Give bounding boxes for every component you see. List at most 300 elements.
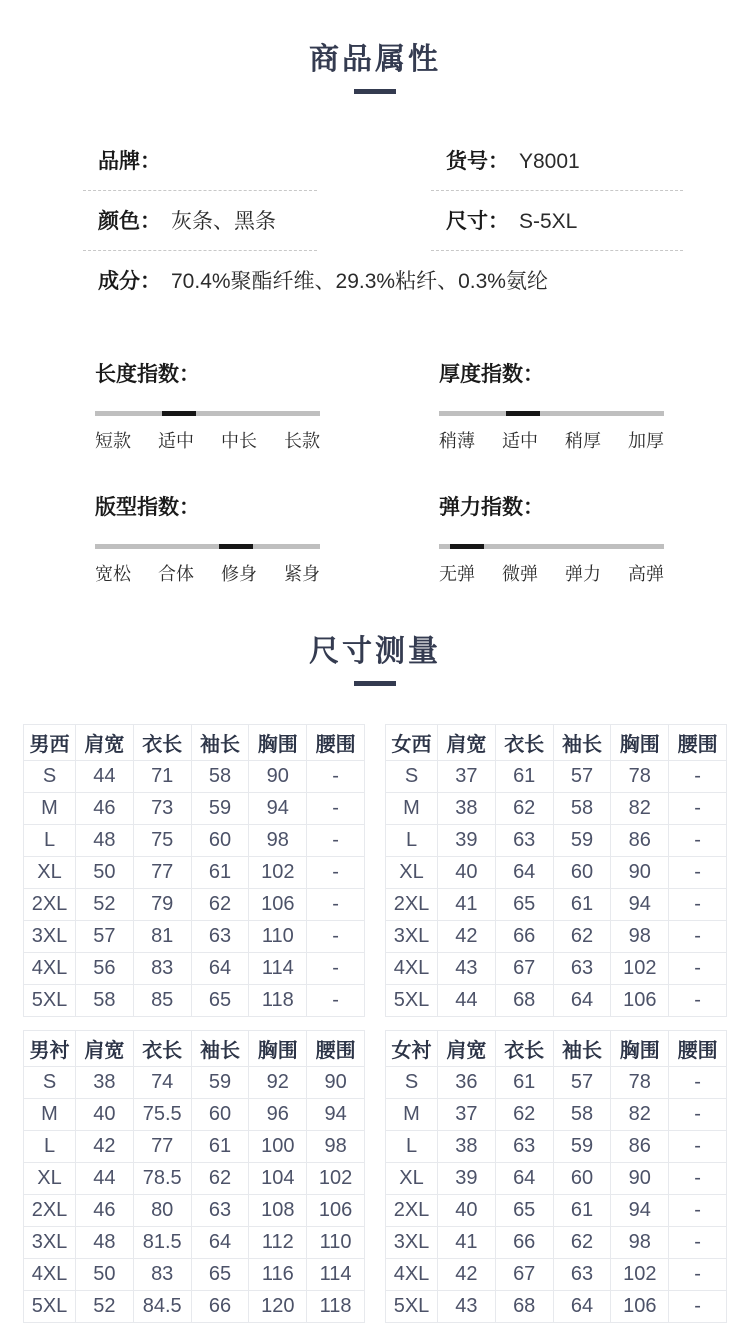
- size-table-cell: 94: [611, 889, 669, 921]
- size-table-cell: 38: [438, 1131, 496, 1163]
- attr-brand-label: 品牌：: [98, 150, 161, 173]
- size-table-cell: XL: [24, 1163, 76, 1195]
- size-tables: [23, 724, 727, 1323]
- size-table-cell: -: [669, 1195, 727, 1227]
- size-table-row: [386, 857, 727, 889]
- size-table-cell: -: [307, 761, 365, 793]
- attr-brand: [83, 131, 317, 191]
- size-table-cell: 56: [76, 953, 134, 985]
- size-table-header-cell: 肩宽: [76, 725, 134, 761]
- size-table-cell: 108: [249, 1195, 307, 1227]
- fit-index-slider: [95, 491, 320, 586]
- index-option-labels: [439, 427, 664, 453]
- size-table-row: [386, 1259, 727, 1291]
- size-table-cell: 62: [553, 921, 611, 953]
- size-table-cell: 60: [191, 825, 249, 857]
- size-table-cell: 112: [249, 1227, 307, 1259]
- size-table-header-cell: 腰围: [307, 725, 365, 761]
- size-table-cell: 106: [611, 985, 669, 1017]
- size-table-cell: 71: [133, 761, 191, 793]
- index-option: 弹力: [565, 564, 601, 584]
- size-table-cell: 3XL: [386, 1227, 438, 1259]
- size-table-cell: -: [307, 825, 365, 857]
- size-table-cell: 62: [191, 1163, 249, 1195]
- index-option: 稍厚: [565, 431, 601, 451]
- index-option: 稍薄: [439, 431, 475, 451]
- size-table-cell: 120: [249, 1291, 307, 1323]
- size-table-header-row: [386, 725, 727, 761]
- attr-composition-label: 成分：: [98, 270, 161, 293]
- size-table-cell: 63: [495, 825, 553, 857]
- size-table-cell: 63: [191, 1195, 249, 1227]
- size-table-cell: XL: [24, 857, 76, 889]
- size-table-cell: 60: [191, 1099, 249, 1131]
- attr-color-value: 灰条、黑条: [171, 210, 276, 233]
- size-table-cell: 5XL: [24, 1291, 76, 1323]
- size-table-cell: 4XL: [24, 1259, 76, 1291]
- size-table-cell: 36: [438, 1067, 496, 1099]
- index-option-labels: [439, 560, 664, 586]
- size-table-row: [24, 985, 365, 1017]
- size-table-cell: 64: [191, 953, 249, 985]
- size-table-row: [386, 1163, 727, 1195]
- size-table-cell: 60: [553, 1163, 611, 1195]
- size-table-cell: 44: [438, 985, 496, 1017]
- size-table-header-cell: 衣长: [133, 1031, 191, 1067]
- size-table-cell: 42: [438, 921, 496, 953]
- size-table-cell: 50: [76, 1259, 134, 1291]
- size-table-cell: 104: [249, 1163, 307, 1195]
- size-table-header-cell: 男西: [24, 725, 76, 761]
- size-table-row: [386, 1099, 727, 1131]
- size-table-header-row: [24, 1031, 365, 1067]
- size-table-cell: 59: [553, 1131, 611, 1163]
- size-table-cell: 66: [191, 1291, 249, 1323]
- size-table-cell: 94: [611, 1195, 669, 1227]
- size-table-row: [24, 793, 365, 825]
- size-table-cell: 5XL: [24, 985, 76, 1017]
- size-table-cell: 81: [133, 921, 191, 953]
- size-table-cell: 82: [611, 793, 669, 825]
- size-table-cell: XL: [386, 857, 438, 889]
- attribute-row: [83, 131, 683, 191]
- size-table-cell: 62: [495, 1099, 553, 1131]
- attr-composition-value: 70.4%聚酯纤维、29.3%粘纤、0.3%氨纶: [171, 270, 548, 293]
- size-table-cell: 4XL: [24, 953, 76, 985]
- size-table-cell: 68: [495, 985, 553, 1017]
- size-table-cell: 40: [438, 1195, 496, 1227]
- size-table-cell: -: [307, 793, 365, 825]
- size-measurement-section: [0, 634, 750, 1323]
- thickness-index-slider: [439, 358, 664, 453]
- attr-size-range-label: 尺寸：: [446, 210, 509, 233]
- size-table-cell: 63: [495, 1131, 553, 1163]
- size-table-cell: 2XL: [24, 889, 76, 921]
- size-table-cell: 110: [307, 1227, 365, 1259]
- size-table-cell: 106: [611, 1291, 669, 1323]
- size-table-header-cell: 腰围: [669, 725, 727, 761]
- index-option: 适中: [158, 431, 194, 451]
- size-table-cell: 44: [76, 761, 134, 793]
- size-table-cell: 65: [191, 1259, 249, 1291]
- size-table-row: [386, 761, 727, 793]
- size-section-title: 尺寸测量: [309, 635, 441, 668]
- index-title: 弹力指数：: [439, 496, 544, 519]
- size-table-cell: 83: [133, 1259, 191, 1291]
- size-table-cell: -: [307, 985, 365, 1017]
- size-table-row: [24, 1163, 365, 1195]
- size-table-cell: 57: [553, 761, 611, 793]
- size-table-cell: 78.5: [133, 1163, 191, 1195]
- size-table-cell: 118: [307, 1291, 365, 1323]
- size-table-cell: 96: [249, 1099, 307, 1131]
- size-table-cell: 4XL: [386, 1259, 438, 1291]
- size-table-cell: 90: [611, 1163, 669, 1195]
- size-table-cell: 92: [249, 1067, 307, 1099]
- size-table-cell: 59: [191, 1067, 249, 1099]
- size-table-cell: 48: [76, 1227, 134, 1259]
- size-table-row: [24, 825, 365, 857]
- size-table-cell: 3XL: [24, 1227, 76, 1259]
- size-table-cell: 110: [249, 921, 307, 953]
- size-table-cell: 102: [249, 857, 307, 889]
- size-table-row: [386, 953, 727, 985]
- size-table-row: [386, 1227, 727, 1259]
- size-table-cell: -: [669, 1131, 727, 1163]
- size-table-cell: M: [386, 793, 438, 825]
- size-table-cell: 3XL: [386, 921, 438, 953]
- index-title: 厚度指数：: [439, 363, 544, 386]
- size-table-cell: -: [669, 953, 727, 985]
- size-table-cell: 5XL: [386, 1291, 438, 1323]
- size-table-cell: L: [386, 825, 438, 857]
- size-table-cell: 62: [495, 793, 553, 825]
- size-table-cell: 2XL: [386, 889, 438, 921]
- size-table-cell: 85: [133, 985, 191, 1017]
- size-table-cell: 58: [76, 985, 134, 1017]
- size-table-cell: 52: [76, 889, 134, 921]
- size-table-cell: 116: [249, 1259, 307, 1291]
- size-table-cell: 42: [438, 1259, 496, 1291]
- size-table-cell: 4XL: [386, 953, 438, 985]
- index-sliders: [95, 358, 664, 586]
- size-table-row: [386, 825, 727, 857]
- size-table-header-cell: 袖长: [553, 725, 611, 761]
- size-table-row: [386, 889, 727, 921]
- index-option: 无弹: [439, 564, 475, 584]
- size-table-row: [24, 1099, 365, 1131]
- size-table-row: [386, 1067, 727, 1099]
- index-option-labels: [95, 427, 320, 453]
- size-table-cell: 58: [553, 793, 611, 825]
- size-table-header-cell: 胸围: [249, 1031, 307, 1067]
- size-table-cell: 86: [611, 825, 669, 857]
- size-table-cell: 86: [611, 1131, 669, 1163]
- size-table-row: [24, 1259, 365, 1291]
- size-table-cell: -: [669, 857, 727, 889]
- size-table-row: [24, 953, 365, 985]
- index-option: 合体: [158, 564, 194, 584]
- size-table-row: [386, 1131, 727, 1163]
- size-table-cell: -: [669, 1227, 727, 1259]
- index-track: [439, 411, 664, 416]
- size-table-cell: -: [307, 953, 365, 985]
- size-table-header-cell: 肩宽: [76, 1031, 134, 1067]
- size-table-cell: 63: [553, 953, 611, 985]
- size-table-cell: 65: [495, 889, 553, 921]
- size-table-cell: -: [669, 1067, 727, 1099]
- size-table-row: [386, 921, 727, 953]
- size-table-cell: 38: [438, 793, 496, 825]
- size-table-cell: 58: [553, 1099, 611, 1131]
- size-table-header-cell: 袖长: [553, 1031, 611, 1067]
- size-table-cell: -: [669, 825, 727, 857]
- size-table-cell: 77: [133, 1131, 191, 1163]
- size-table-women-shirt: [385, 1030, 727, 1323]
- size-table-cell: 42: [76, 1131, 134, 1163]
- index-active-marker: [450, 544, 484, 549]
- size-table-cell: 3XL: [24, 921, 76, 953]
- size-table-women-suit: [385, 724, 727, 1017]
- size-table-cell: XL: [386, 1163, 438, 1195]
- size-table-cell: 118: [249, 985, 307, 1017]
- size-table-cell: 62: [191, 889, 249, 921]
- size-table-header-cell: 女衬: [386, 1031, 438, 1067]
- size-table-cell: -: [307, 921, 365, 953]
- size-table-cell: 60: [553, 857, 611, 889]
- attr-item-number-label: 货号：: [446, 150, 509, 173]
- size-table-cell: 90: [611, 857, 669, 889]
- size-table-cell: 46: [76, 1195, 134, 1227]
- size-table-cell: 78: [611, 1067, 669, 1099]
- size-table-cell: 63: [191, 921, 249, 953]
- size-table-cell: 65: [191, 985, 249, 1017]
- attributes-section: [0, 0, 750, 586]
- index-active-marker: [162, 411, 196, 416]
- size-table-row: [386, 793, 727, 825]
- size-table-cell: 59: [553, 825, 611, 857]
- size-table-cell: 64: [553, 985, 611, 1017]
- index-option: 高弹: [628, 564, 664, 584]
- size-table-cell: 67: [495, 953, 553, 985]
- size-table-cell: 84.5: [133, 1291, 191, 1323]
- size-table-cell: 40: [76, 1099, 134, 1131]
- size-table-header-cell: 衣长: [133, 725, 191, 761]
- size-table-cell: 90: [307, 1067, 365, 1099]
- size-table-cell: 114: [307, 1259, 365, 1291]
- size-table-cell: S: [386, 761, 438, 793]
- size-table-cell: -: [669, 1291, 727, 1323]
- size-table-row: [24, 857, 365, 889]
- size-table-cell: 2XL: [386, 1195, 438, 1227]
- size-table-cell: 100: [249, 1131, 307, 1163]
- size-table-cell: 67: [495, 1259, 553, 1291]
- size-table-cell: 65: [495, 1195, 553, 1227]
- size-table-header-cell: 肩宽: [438, 1031, 496, 1067]
- size-table-header-cell: 肩宽: [438, 725, 496, 761]
- size-table-cell: 39: [438, 1163, 496, 1195]
- size-table-cell: 39: [438, 825, 496, 857]
- size-table-cell: -: [669, 1163, 727, 1195]
- size-table-cell: 106: [307, 1195, 365, 1227]
- size-table-cell: -: [669, 921, 727, 953]
- size-table-cell: 41: [438, 1227, 496, 1259]
- elasticity-index-slider: [439, 491, 664, 586]
- size-table-cell: 62: [553, 1227, 611, 1259]
- index-track: [439, 544, 664, 549]
- attribute-row: [83, 191, 683, 251]
- size-table-cell: -: [307, 889, 365, 921]
- size-table-cell: 82: [611, 1099, 669, 1131]
- size-table-cell: 61: [495, 761, 553, 793]
- size-table-cell: 40: [438, 857, 496, 889]
- index-option: 中长: [221, 431, 257, 451]
- index-active-marker: [506, 411, 540, 416]
- size-table-row: [24, 1291, 365, 1323]
- size-table-header-cell: 袖长: [191, 1031, 249, 1067]
- size-table-row: [386, 1195, 727, 1227]
- size-table-cell: 43: [438, 1291, 496, 1323]
- size-table-header-cell: 衣长: [495, 1031, 553, 1067]
- size-table-cell: 58: [191, 761, 249, 793]
- size-table-header-cell: 胸围: [249, 725, 307, 761]
- size-table-cell: 66: [495, 921, 553, 953]
- size-table-cell: -: [669, 761, 727, 793]
- size-table-cell: 74: [133, 1067, 191, 1099]
- index-option: 长款: [284, 431, 320, 451]
- size-table-cell: 94: [307, 1099, 365, 1131]
- attr-color: [83, 191, 317, 251]
- size-table-cell: 57: [553, 1067, 611, 1099]
- size-table-cell: 37: [438, 761, 496, 793]
- size-table-cell: 79: [133, 889, 191, 921]
- attr-item-number-value: Y8001: [519, 150, 580, 173]
- index-option: 宽松: [95, 564, 131, 584]
- size-table-header-cell: 袖长: [191, 725, 249, 761]
- size-table-cell: 37: [438, 1099, 496, 1131]
- size-table-cell: M: [24, 793, 76, 825]
- size-table-cell: 38: [76, 1067, 134, 1099]
- index-title: 长度指数：: [95, 363, 200, 386]
- size-table-cell: 75.5: [133, 1099, 191, 1131]
- size-table-header-cell: 腰围: [307, 1031, 365, 1067]
- attr-color-label: 颜色：: [98, 210, 161, 233]
- index-active-marker: [219, 544, 253, 549]
- size-table-men-shirt: [23, 1030, 365, 1323]
- index-track: [95, 544, 320, 549]
- size-table-header-cell: 胸围: [611, 725, 669, 761]
- size-table-cell: 5XL: [386, 985, 438, 1017]
- size-table-cell: 102: [307, 1163, 365, 1195]
- size-table-cell: 48: [76, 825, 134, 857]
- size-table-cell: -: [669, 793, 727, 825]
- title-underline: [354, 89, 396, 94]
- size-table-cell: 43: [438, 953, 496, 985]
- size-table-row: [386, 985, 727, 1017]
- size-table-cell: 57: [76, 921, 134, 953]
- size-table-cell: L: [24, 1131, 76, 1163]
- size-table-cell: -: [669, 1099, 727, 1131]
- attr-composition: [83, 251, 683, 304]
- size-table-cell: 106: [249, 889, 307, 921]
- size-table-cell: 50: [76, 857, 134, 889]
- size-table-cell: -: [669, 1259, 727, 1291]
- size-table-cell: 52: [76, 1291, 134, 1323]
- index-track: [95, 411, 320, 416]
- size-table-header-cell: 女西: [386, 725, 438, 761]
- size-table-header-cell: 衣长: [495, 725, 553, 761]
- size-table-cell: 59: [191, 793, 249, 825]
- size-table-cell: 94: [249, 793, 307, 825]
- size-table-cell: 83: [133, 953, 191, 985]
- size-table-cell: -: [669, 985, 727, 1017]
- size-table-men-suit: [23, 724, 365, 1017]
- size-table-cell: 81.5: [133, 1227, 191, 1259]
- attr-size-range: [431, 191, 683, 251]
- size-table-cell: 98: [249, 825, 307, 857]
- size-table-cell: 41: [438, 889, 496, 921]
- size-table-cell: 66: [495, 1227, 553, 1259]
- attr-size-range-value: S-5XL: [519, 210, 578, 233]
- size-table-cell: 80: [133, 1195, 191, 1227]
- size-table-row: [24, 1195, 365, 1227]
- size-table-row: [24, 761, 365, 793]
- size-table-cell: 61: [553, 889, 611, 921]
- size-table-cell: 2XL: [24, 1195, 76, 1227]
- size-table-cell: -: [669, 889, 727, 921]
- size-table-cell: 90: [249, 761, 307, 793]
- size-table-cell: M: [386, 1099, 438, 1131]
- size-table-cell: 44: [76, 1163, 134, 1195]
- size-table-cell: 73: [133, 793, 191, 825]
- size-table-cell: 98: [611, 921, 669, 953]
- size-table-cell: 75: [133, 825, 191, 857]
- size-table-header-cell: 腰围: [669, 1031, 727, 1067]
- attribute-list: [83, 131, 683, 304]
- attributes-section-title: 商品属性: [309, 43, 441, 76]
- length-index-slider: [95, 358, 320, 453]
- index-option: 适中: [502, 431, 538, 451]
- size-table-cell: 64: [191, 1227, 249, 1259]
- size-table-header-row: [386, 1031, 727, 1067]
- size-table-row: [24, 1227, 365, 1259]
- size-table-row: [24, 889, 365, 921]
- size-table-cell: S: [386, 1067, 438, 1099]
- index-option: 修身: [221, 564, 257, 584]
- size-table-cell: L: [386, 1131, 438, 1163]
- size-table-cell: L: [24, 825, 76, 857]
- size-table-cell: M: [24, 1099, 76, 1131]
- size-table-cell: 77: [133, 857, 191, 889]
- size-table-cell: 61: [495, 1067, 553, 1099]
- index-option-labels: [95, 560, 320, 586]
- index-option: 紧身: [284, 564, 320, 584]
- size-table-cell: 98: [307, 1131, 365, 1163]
- index-title: 版型指数：: [95, 496, 200, 519]
- size-table-row: [24, 921, 365, 953]
- size-table-cell: 64: [553, 1291, 611, 1323]
- size-table-row: [386, 1291, 727, 1323]
- size-table-cell: 61: [191, 857, 249, 889]
- size-table-cell: 63: [553, 1259, 611, 1291]
- size-table-cell: -: [307, 857, 365, 889]
- index-option: 微弹: [502, 564, 538, 584]
- size-table-cell: 78: [611, 761, 669, 793]
- size-table-cell: 114: [249, 953, 307, 985]
- title-underline: [354, 681, 396, 686]
- size-table-cell: 68: [495, 1291, 553, 1323]
- size-table-header-cell: 胸围: [611, 1031, 669, 1067]
